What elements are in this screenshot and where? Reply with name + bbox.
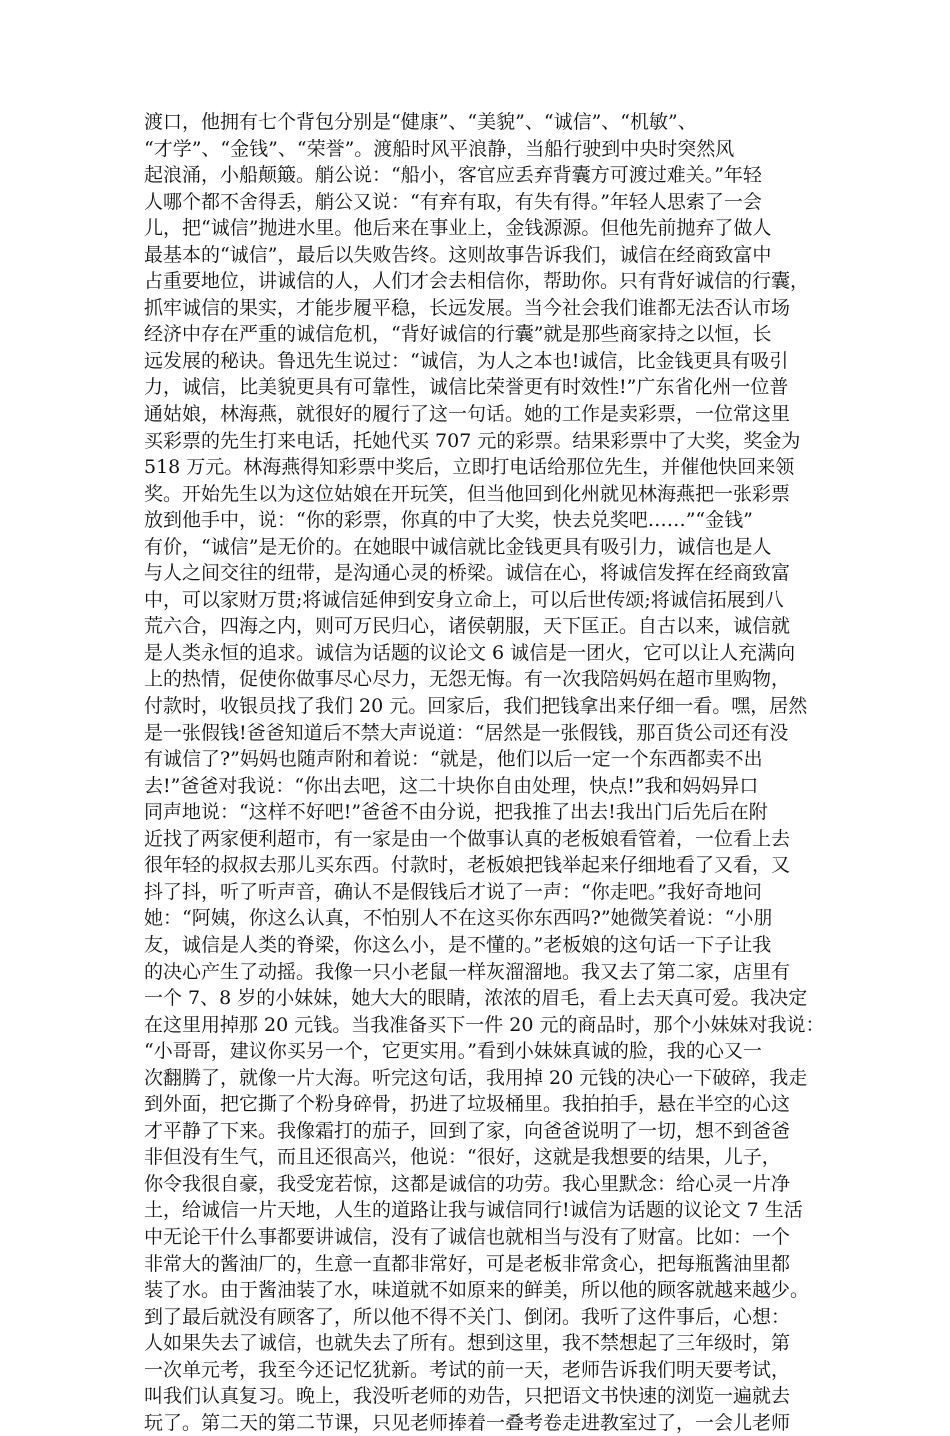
text-line: 力，诚信，比美貌更具有可靠性，诚信比荣誉更有时效性!”广东省化州一位普 xyxy=(144,376,789,399)
text-line: 起浪涌，小船颠簸。艄公说：“船小，客官应丢弃背囊方可渡过难关。”年轻 xyxy=(144,164,762,187)
text-line: 与人之间交往的纽带，是沟通心灵的桥梁。诚信在心，将诚信发挥在经商致富 xyxy=(144,562,791,585)
text-line: 到了最后就没有顾客了，所以他不得不关门、倒闭。我听了这件事后，心想： xyxy=(144,1305,791,1328)
text-line: 去!”爸爸对我说：“你出去吧，这二十块你自由处理，快点!”我和妈妈异口 xyxy=(144,774,759,797)
text-line: 518 万元。林海燕得知彩票中奖后，立即打电话给那位先生，并催他快回来领 xyxy=(144,456,795,479)
text-line: 在这里用掉那 20 元钱。当我准备买下一件 20 元的商品时，那个小妹妹对我说： xyxy=(144,1013,825,1036)
text-line: 近找了两家便利超市，有一家是由一个做事认真的老板娘看管着，一位看上去 xyxy=(144,827,791,850)
text-line: 有价，“诚信”是无价的。在她眼中诚信就比金钱更具有吸引力，诚信也是人 xyxy=(144,535,772,558)
text-line: 渡口，他拥有七个背包分别是“健康”、“美貌”、“诚信”、“机敏”、 xyxy=(144,111,697,133)
text-line: 抓牢诚信的果实，才能步履平稳，长远发展。当今社会我们谁都无法否认市场 xyxy=(144,296,791,319)
essay-body xyxy=(144,109,825,1436)
text-line: 最基本的“诚信”，最后以失败告终。这则故事告诉我们，诚信在经商致富中 xyxy=(144,243,772,266)
text-line: “小哥哥，建议你买另一个，它更实用。”看到小妹妹真诚的脸，我的心又一 xyxy=(144,1040,762,1063)
text-line: 装了水。由于酱油装了水，味道就不如原来的鲜美，所以他的顾客就越来越少。 xyxy=(144,1279,810,1302)
text-line: 次翻腾了，就像一片大海。听完这句话，我用掉 20 元钱的决心一下破碎，我走 xyxy=(144,1066,808,1089)
text-line: 同声地说：“这样不好吧!”爸爸不由分说，把我推了出去!我出门后先后在附 xyxy=(144,801,768,824)
text-line: 奖。开始先生以为这位姑娘在开玩笑，但当他回到化州就见林海燕把一张彩票 xyxy=(144,482,791,505)
text-line: 荒六合，四海之内，则可万民归心，诸侯朝服，天下匡正。自古以来，诚信就 xyxy=(144,615,791,638)
text-line: 中，可以家财万贯;将诚信延伸到安身立命上，可以后世传颂;将诚信拓展到八 xyxy=(144,588,784,611)
text-line: 上的热情，促使你做事尽心尽力，无怨无悔。有一次我陪妈妈在超市里购物， xyxy=(144,668,791,691)
text-line: 远发展的秘诀。鲁迅先生说过：“诚信，为人之本也!诚信，比金钱更具有吸引 xyxy=(144,349,789,372)
text-line: 是一张假钱!爸爸知道后不禁大声说道：“居然是一张假钱，那百货公司还有没 xyxy=(144,721,789,744)
text-line: 人如果失去了诚信，也就失去了所有。想到这里，我不禁想起了三年级时，第 xyxy=(144,1332,791,1355)
text-line: “才学”、“金钱”、“荣誉”。渡船时风平浪静，当船行驶到中央时突然风 xyxy=(144,137,735,160)
text-line: 土，给诚信一片天地，人生的道路让我与诚信同行!诚信为话题的议论文 7 生活 xyxy=(144,1199,803,1222)
text-line: 才平静了下来。我像霜打的茄子，回到了家，向爸爸说明了一切，想不到爸爸 xyxy=(144,1119,791,1142)
text-line: 玩了。第二天的第二节课，只见老师捧着一叠考卷走进教室过了，一会儿老师 xyxy=(144,1411,791,1434)
text-line: 放到他手中，说：“你的彩票，你真的中了大奖，快去兑奖吧……”“金钱” xyxy=(144,509,753,532)
text-line: 儿，把“诚信”抛进水里。他后来在事业上，金钱源源。但他先前抛弃了做人 xyxy=(144,217,772,240)
text-line: 非但没有生气，而且还很高兴，他说：“很好，这就是我想要的结果，儿子， xyxy=(144,1146,781,1169)
text-line: 有诚信了?”妈妈也随声附和着说：“就是，他们以后一定一个东西都卖不出 xyxy=(144,748,763,771)
text-line: 的决心产生了动摇。我像一只小老鼠一样灰溜溜地。我又去了第二家，店里有 xyxy=(144,960,791,983)
text-line: 抖了抖，听了听声音，确认不是假钱后才说了一声：“你走吧。”我好奇地问 xyxy=(144,880,762,903)
text-line: 到外面，把它撕了个粉身碎骨，扔进了垃圾桶里。我拍拍手，悬在半空的心这 xyxy=(144,1093,791,1116)
text-line: 友，诚信是人类的脊梁，你这么小，是不懂的。”老板娘的这句话一下子让我 xyxy=(144,933,772,956)
text-line: 占重要地位，讲诚信的人，人们才会去相信你，帮助你。只有背好诚信的行囊， xyxy=(144,270,810,293)
text-line: 你令我很自豪，我受宠若惊，这都是诚信的功劳。我心里默念：给心灵一片净 xyxy=(144,1172,791,1195)
text-line: 叫我们认真复习。晚上，我没听老师的劝告，只把语文书快速的浏览一遍就去 xyxy=(144,1385,791,1408)
text-line: 通姑娘，林海燕，就很好的履行了这一句话。她的工作是卖彩票，一位常这里 xyxy=(144,403,791,426)
text-line: 经济中存在严重的诚信危机，“背好诚信的行囊”就是那些商家持之以恒，长 xyxy=(144,323,772,346)
text-line: 她：“阿姨，你这么认真，不怕别人不在这买你东西吗?”她微笑着说：“小朋 xyxy=(144,907,773,930)
text-line: 买彩票的先生打来电话，托她代买 707 元的彩票。结果彩票中了大奖，奖金为 xyxy=(144,429,801,452)
text-line: 人哪个都不舍得丢，艄公又说：“有弃有取，有失有得。”年轻人思索了一会 xyxy=(144,190,762,213)
text-line: 是人类永恒的追求。诚信为话题的议论文 6 诚信是一团火，它可以让人充满向 xyxy=(144,641,796,664)
text-line: 非常大的酱油厂的，生意一直都非常好，可是老板非常贪心，把每瓶酱油里都 xyxy=(144,1252,791,1275)
text-line: 很年轻的叔叔去那儿买东西。付款时，老板娘把钱举起来仔细地看了又看，又 xyxy=(144,854,791,877)
text-line: 付款时，收银员找了我们 20 元。回家后，我们把钱拿出来仔细一看。嘿，居然 xyxy=(144,695,808,718)
text-line: 一次单元考，我至今还记忆犹新。考试的前一天，老师告诉我们明天要考试， xyxy=(144,1358,791,1381)
text-line: 中无论干什么事都要讲诚信，没有了诚信也就相当与没有了财富。比如：一个 xyxy=(144,1225,791,1248)
text-line: 一个 7、8 岁的小妹妹，她大大的眼睛，浓浓的眉毛，看上去天真可爱。我决定 xyxy=(144,987,808,1010)
